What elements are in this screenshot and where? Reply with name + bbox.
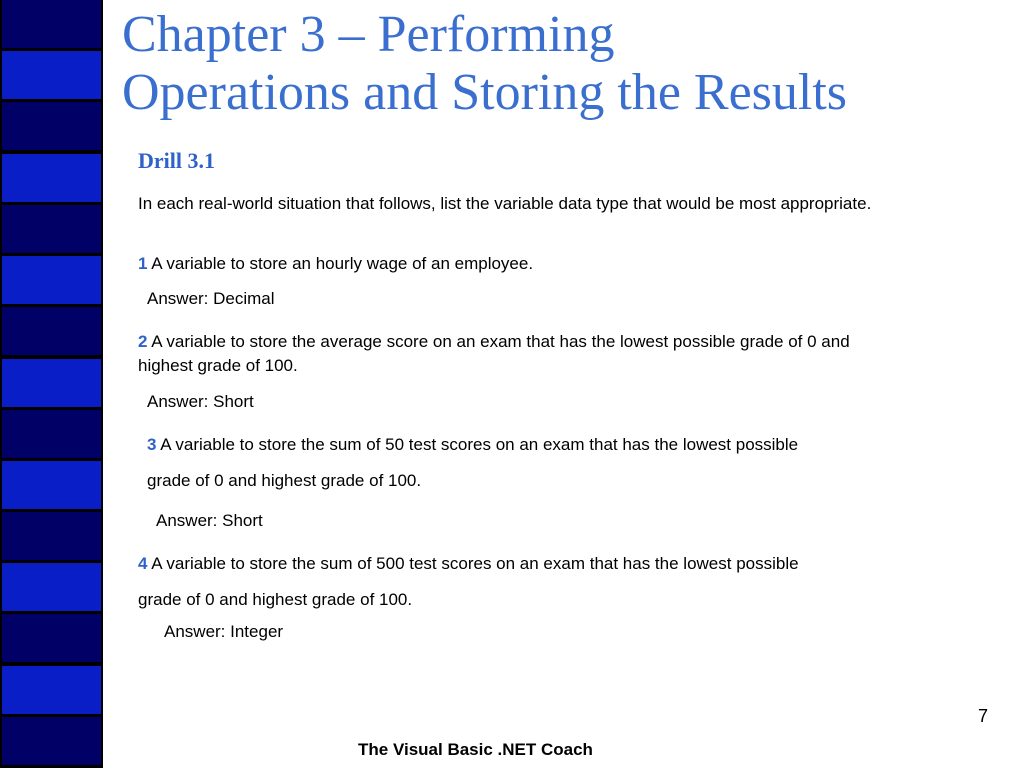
- question-text: A variable to store the sum of 500 test scores on an exam that has the lowest possible: [151, 554, 799, 573]
- sidebar-block: [2, 154, 101, 202]
- sidebar-block: [2, 205, 101, 253]
- sidebar-block: [2, 410, 101, 458]
- question-3: [147, 433, 798, 457]
- question-4-continued: grade of 0 and highest grade of 100.: [138, 590, 413, 609]
- title-line-2: Operations and Storing the Results: [122, 64, 848, 121]
- question-1: [138, 252, 533, 276]
- question-2-continued: highest grade of 100.: [138, 356, 298, 375]
- question-number: 4: [138, 554, 148, 573]
- sidebar-block: [2, 256, 101, 304]
- question-3-continued: grade of 0 and highest grade of 100.: [147, 471, 422, 490]
- title-line-1: Chapter 3 – Performing: [122, 6, 615, 63]
- question-text: A variable to store the average score on an exam that has the lowest possible grade of 0 and: [151, 332, 850, 351]
- sidebar-block: [2, 0, 101, 48]
- intro-text: In each real-world situation that follows, list the variable data type that would be most appropriate.: [138, 194, 872, 213]
- drill-heading: Drill 3.1: [138, 148, 215, 173]
- footer-text: The Visual Basic .NET Coach: [358, 740, 593, 759]
- answer-1: Answer: Decimal: [147, 289, 275, 308]
- answer-3: Answer: Short: [156, 511, 263, 530]
- decorative-sidebar: [0, 0, 103, 768]
- question-number: 3: [147, 435, 157, 454]
- question-4: [138, 552, 799, 576]
- sidebar-block: [2, 51, 101, 99]
- sidebar-block: [2, 666, 101, 714]
- sidebar-block: [2, 614, 101, 662]
- answer-4: Answer: Integer: [164, 622, 284, 641]
- question-number: 1: [138, 254, 148, 273]
- page-number: 7: [977, 706, 988, 726]
- sidebar-block: [2, 717, 101, 765]
- sidebar-block: [2, 461, 101, 509]
- sidebar-block: [2, 307, 101, 355]
- slide-title: [122, 6, 1012, 122]
- sidebar-block: [2, 359, 101, 407]
- question-2: [138, 330, 850, 354]
- answer-2: Answer: Short: [147, 392, 254, 411]
- sidebar-block: [2, 512, 101, 560]
- question-number: 2: [138, 332, 148, 351]
- question-text: A variable to store an hourly wage of an employee.: [151, 254, 534, 273]
- sidebar-block: [2, 102, 101, 150]
- question-text: A variable to store the sum of 50 test scores on an exam that has the lowest possible: [160, 435, 799, 454]
- sidebar-block: [2, 563, 101, 611]
